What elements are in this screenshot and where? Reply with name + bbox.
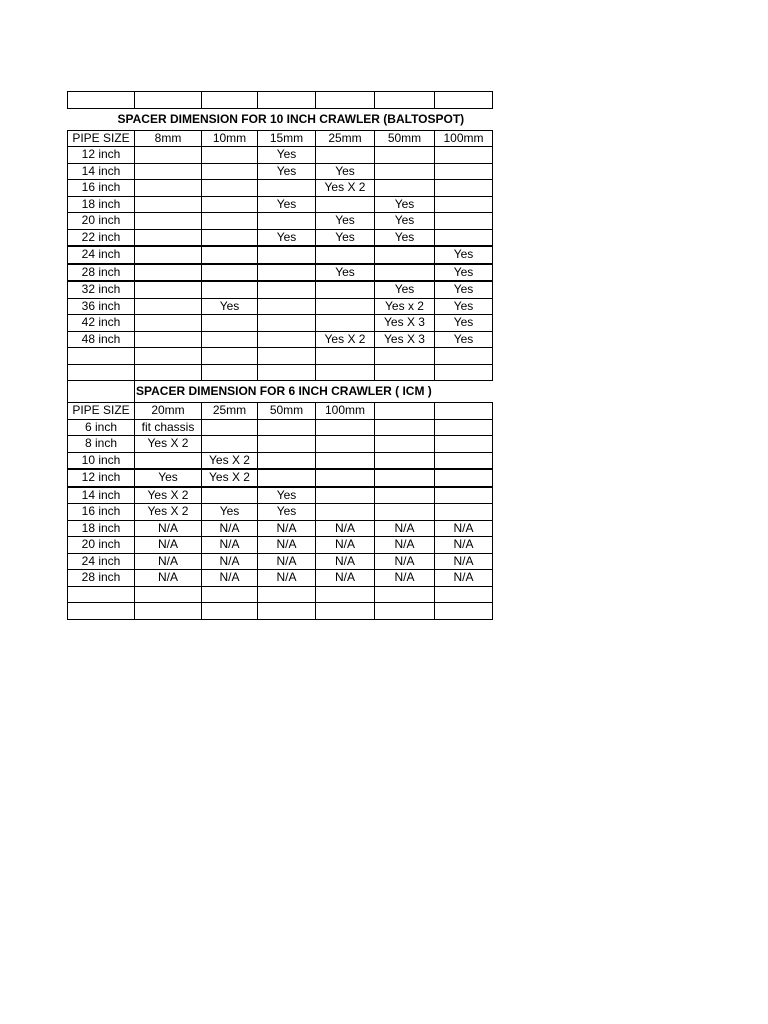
table-cell (135, 246, 202, 264)
table-cell: Yes X 3 (375, 315, 435, 332)
table-cell: N/A (316, 537, 375, 554)
table-cell (258, 264, 316, 282)
spreadsheet-body (68, 92, 493, 620)
table-cell: Yes X 2 (202, 452, 258, 469)
table-cell: Yes (316, 229, 375, 246)
blank-cell (316, 586, 375, 603)
blank-cell (316, 92, 375, 109)
table-cell (375, 246, 435, 264)
table-cell: Yes (375, 196, 435, 213)
table-cell (258, 180, 316, 197)
table-row (68, 487, 493, 504)
table-cell (135, 213, 202, 230)
table-cell: Yes (435, 246, 493, 264)
blank-cell (135, 348, 202, 365)
table-row (68, 315, 493, 332)
blank-cell (258, 348, 316, 365)
table-cell: N/A (316, 553, 375, 570)
table-cell (202, 180, 258, 197)
blank-row (68, 603, 493, 620)
column-header: 100mm (435, 130, 493, 147)
table-cell: N/A (435, 570, 493, 587)
table-cell (202, 315, 258, 332)
pipe-size-cell: 42 inch (68, 315, 135, 332)
pipe-size-cell: 18 inch (68, 196, 135, 213)
pipe-size-cell: 22 inch (68, 229, 135, 246)
table-cell (135, 331, 202, 348)
table-cell: Yes (375, 229, 435, 246)
table-cell: Yes X 2 (135, 487, 202, 504)
spreadsheet-table (67, 91, 493, 620)
section1-title: SPACER DIMENSION FOR 10 INCH CRAWLER (BALTOSPOT) (68, 108, 493, 130)
blank-cell (68, 381, 135, 403)
table-cell (202, 163, 258, 180)
table-cell: N/A (202, 570, 258, 587)
table-cell (258, 298, 316, 315)
blank-row (68, 92, 493, 109)
table-cell: Yes (316, 213, 375, 230)
table-cell: N/A (316, 570, 375, 587)
pipe-size-cell: 28 inch (68, 264, 135, 282)
table-cell: Yes (435, 264, 493, 282)
blank-cell (258, 92, 316, 109)
table-cell (316, 147, 375, 164)
table-row (68, 163, 493, 180)
table-cell (375, 147, 435, 164)
blank-cell (68, 364, 135, 381)
table-cell (202, 213, 258, 230)
table-cell (435, 487, 493, 504)
table-cell (202, 419, 258, 436)
table-cell: Yes X 2 (316, 331, 375, 348)
pipe-size-cell: 12 inch (68, 469, 135, 487)
table-row (68, 281, 493, 298)
pipe-size-cell: 14 inch (68, 163, 135, 180)
table-row (68, 196, 493, 213)
table-cell: N/A (375, 520, 435, 537)
blank-cell (202, 364, 258, 381)
table-row (68, 452, 493, 469)
table-cell: N/A (316, 520, 375, 537)
table-cell (316, 315, 375, 332)
table-cell: fit chassis (135, 419, 202, 436)
table-cell: Yes (435, 331, 493, 348)
table-cell: N/A (202, 520, 258, 537)
table-cell (435, 452, 493, 469)
table-cell (375, 504, 435, 521)
table-cell (202, 487, 258, 504)
table-cell (135, 452, 202, 469)
table-row (68, 553, 493, 570)
table-cell: Yes (316, 163, 375, 180)
pipe-size-cell: 18 inch (68, 520, 135, 537)
pipe-size-cell: 36 inch (68, 298, 135, 315)
table-cell: Yes X 2 (135, 436, 202, 453)
table-cell: Yes (435, 315, 493, 332)
table-cell: Yes X 3 (375, 331, 435, 348)
blank-cell (316, 348, 375, 365)
table-cell (435, 419, 493, 436)
table-cell: Yes (258, 147, 316, 164)
column-header: 25mm (316, 130, 375, 147)
blank-cell (435, 586, 493, 603)
blank-cell (68, 586, 135, 603)
table-row (68, 469, 493, 487)
table-cell (202, 281, 258, 298)
table-cell (135, 298, 202, 315)
table-cell (435, 196, 493, 213)
table-row (68, 264, 493, 282)
table-cell: N/A (135, 570, 202, 587)
blank-row (68, 364, 493, 381)
table-cell: N/A (258, 570, 316, 587)
blank-cell (435, 92, 493, 109)
table-cell: N/A (135, 553, 202, 570)
table-row (68, 520, 493, 537)
pipe-size-cell: 14 inch (68, 487, 135, 504)
table-cell (135, 180, 202, 197)
table-cell (435, 180, 493, 197)
table-cell (202, 246, 258, 264)
table-cell: N/A (375, 570, 435, 587)
pipe-size-cell: 10 inch (68, 452, 135, 469)
column-header: 10mm (202, 130, 258, 147)
table-cell (258, 246, 316, 264)
pipe-size-cell: 12 inch (68, 147, 135, 164)
table-cell (435, 436, 493, 453)
blank-cell (258, 586, 316, 603)
table-cell (316, 196, 375, 213)
blank-cell (375, 586, 435, 603)
pipe-size-cell: 32 inch (68, 281, 135, 298)
table-cell (316, 452, 375, 469)
table-cell (375, 452, 435, 469)
table-cell (316, 436, 375, 453)
blank-cell (202, 586, 258, 603)
table-cell (316, 419, 375, 436)
column-header: 8mm (135, 130, 202, 147)
blank-cell (258, 364, 316, 381)
table-cell (258, 469, 316, 487)
pipe-size-cell: 8 inch (68, 436, 135, 453)
table-row (68, 504, 493, 521)
table-row (68, 419, 493, 436)
column-header: 50mm (375, 130, 435, 147)
blank-cell (202, 603, 258, 620)
blank-cell (435, 603, 493, 620)
blank-cell (316, 603, 375, 620)
column-header: 50mm (258, 403, 316, 420)
table-cell (316, 281, 375, 298)
table-cell: Yes X 2 (135, 504, 202, 521)
table-cell: N/A (435, 520, 493, 537)
pipe-size-cell: 48 inch (68, 331, 135, 348)
table-cell (258, 436, 316, 453)
table-cell (375, 419, 435, 436)
table-cell (258, 419, 316, 436)
table-cell (135, 264, 202, 282)
pipe-size-cell: 24 inch (68, 246, 135, 264)
table-cell (375, 469, 435, 487)
table-cell: N/A (135, 537, 202, 554)
table-cell: N/A (258, 520, 316, 537)
blank-cell (375, 364, 435, 381)
column-header: PIPE SIZE (68, 130, 135, 147)
section1-header-row (68, 130, 493, 147)
section1-title-row (68, 108, 493, 130)
table-row (68, 147, 493, 164)
table-cell (135, 315, 202, 332)
blank-cell (68, 92, 135, 109)
table-cell (135, 196, 202, 213)
table-cell: Yes x 2 (375, 298, 435, 315)
pipe-size-cell: 16 inch (68, 504, 135, 521)
table-cell: Yes X 2 (316, 180, 375, 197)
blank-cell (68, 348, 135, 365)
pipe-size-cell: 28 inch (68, 570, 135, 587)
table-cell (316, 469, 375, 487)
table-cell (258, 315, 316, 332)
blank-cell (435, 364, 493, 381)
table-cell: Yes (375, 213, 435, 230)
table-cell (435, 469, 493, 487)
table-row (68, 180, 493, 197)
table-cell (202, 331, 258, 348)
table-cell (135, 147, 202, 164)
table-cell: N/A (435, 553, 493, 570)
table-cell: N/A (258, 537, 316, 554)
table-cell: N/A (202, 537, 258, 554)
table-cell: Yes (202, 298, 258, 315)
table-cell: Yes (258, 196, 316, 213)
table-cell: Yes (316, 264, 375, 282)
column-header (435, 403, 493, 420)
table-cell (435, 147, 493, 164)
table-cell: N/A (258, 553, 316, 570)
table-row (68, 229, 493, 246)
table-cell: Yes (435, 298, 493, 315)
table-cell (375, 487, 435, 504)
section2-header-row (68, 403, 493, 420)
table-row (68, 213, 493, 230)
table-cell (375, 436, 435, 453)
table-row (68, 436, 493, 453)
table-cell: Yes (258, 504, 316, 521)
table-cell (202, 147, 258, 164)
column-header (375, 403, 435, 420)
pipe-size-cell: 24 inch (68, 553, 135, 570)
table-cell: Yes X 2 (202, 469, 258, 487)
table-row (68, 246, 493, 264)
table-row (68, 537, 493, 554)
pipe-size-cell: 20 inch (68, 537, 135, 554)
table-cell (435, 163, 493, 180)
table-cell (135, 163, 202, 180)
blank-cell (202, 92, 258, 109)
blank-cell (68, 603, 135, 620)
table-cell (435, 504, 493, 521)
table-cell: Yes (202, 504, 258, 521)
pipe-size-cell: 6 inch (68, 419, 135, 436)
table-cell (135, 229, 202, 246)
blank-cell (316, 364, 375, 381)
blank-cell (375, 603, 435, 620)
column-header: 20mm (135, 403, 202, 420)
table-row (68, 570, 493, 587)
table-cell (135, 281, 202, 298)
table-cell: N/A (375, 537, 435, 554)
table-cell: Yes (258, 487, 316, 504)
blank-cell (135, 364, 202, 381)
table-cell: Yes (258, 229, 316, 246)
table-cell (258, 213, 316, 230)
blank-row (68, 348, 493, 365)
table-cell (316, 504, 375, 521)
column-header: 15mm (258, 130, 316, 147)
table-cell (435, 229, 493, 246)
blank-cell (135, 92, 202, 109)
table-cell: Yes (258, 163, 316, 180)
column-header: PIPE SIZE (68, 403, 135, 420)
table-cell (202, 196, 258, 213)
column-header: 25mm (202, 403, 258, 420)
table-cell (375, 163, 435, 180)
table-cell: N/A (202, 553, 258, 570)
table-cell (202, 264, 258, 282)
blank-cell (375, 348, 435, 365)
table-cell (258, 331, 316, 348)
table-row (68, 298, 493, 315)
table-cell: Yes (375, 281, 435, 298)
pipe-size-cell: 20 inch (68, 213, 135, 230)
table-cell (375, 180, 435, 197)
table-cell (435, 213, 493, 230)
blank-cell (435, 348, 493, 365)
table-cell (316, 246, 375, 264)
table-cell (375, 264, 435, 282)
table-cell (258, 281, 316, 298)
table-cell (316, 298, 375, 315)
column-header: 100mm (316, 403, 375, 420)
blank-row (68, 586, 493, 603)
blank-cell (258, 603, 316, 620)
section2-title-row (68, 381, 493, 403)
table-row (68, 331, 493, 348)
table-cell (316, 487, 375, 504)
table-cell (202, 436, 258, 453)
pipe-size-cell: 16 inch (68, 180, 135, 197)
table-cell: N/A (435, 537, 493, 554)
table-cell: N/A (135, 520, 202, 537)
table-cell: N/A (375, 553, 435, 570)
blank-cell (202, 348, 258, 365)
blank-cell (135, 586, 202, 603)
table-cell (202, 229, 258, 246)
table-cell (258, 452, 316, 469)
table-cell: Yes (135, 469, 202, 487)
section2-title: SPACER DIMENSION FOR 6 INCH CRAWLER ( ICM ) (135, 381, 493, 403)
blank-cell (375, 92, 435, 109)
table-cell: Yes (435, 281, 493, 298)
blank-cell (135, 603, 202, 620)
